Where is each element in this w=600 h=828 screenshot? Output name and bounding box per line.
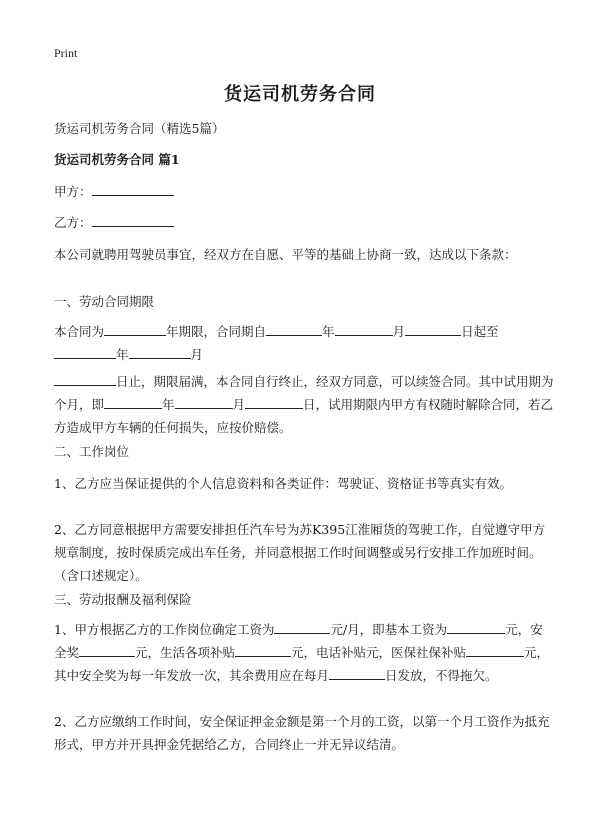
blank [405, 322, 461, 336]
pay-text: 元，电话补贴元，医保社保补贴 [291, 645, 467, 660]
blank [104, 322, 166, 336]
blank [245, 395, 303, 409]
term-text: 年期限，合同期自 [166, 324, 267, 339]
subtitle: 货运司机劳务合同（精选5篇） [54, 121, 225, 136]
blank [104, 395, 162, 409]
term2-text: 年 [162, 397, 175, 412]
term2-text: 日止，期限届满，本合同自行终止，经双方同意，可以续签合同。其中试用期为个月，即 [54, 374, 554, 412]
pay-text: 元，生活各项补贴 [135, 645, 236, 660]
blank [266, 322, 322, 336]
blank [54, 372, 116, 386]
term-paragraph-2 [54, 370, 554, 439]
position-item-1: 1、乙方应当保证提供的个人信息资料和各类证件：驾驶证、资格证书等真实有效。 [54, 476, 512, 491]
blank [79, 643, 135, 657]
term-paragraph [54, 320, 554, 366]
section-heading: 货运司机劳务合同 篇1 [54, 152, 180, 167]
blank [129, 345, 191, 359]
heading-term: 一、劳动合同期限 [54, 294, 155, 309]
term-text: 本合同为 [54, 324, 105, 339]
heading-pay: 三、劳动报酬及福利保险 [54, 592, 192, 607]
term2-text: 日，试用期限内甲方有权随时解除合同，若乙方造成甲方车辆的任何损失，应按价赔偿。 [54, 397, 554, 435]
pay-text: 1、甲方根据乙方的工作岗位确定工资为 [54, 622, 275, 637]
position-item-2: 2、乙方同意根据甲方需要安排担任汽车号为苏K395江淮厢货的驾驶工作，自觉遵守甲方规章制度，按时保质完成出车任务，并同意根据工作时间调整或另行安排工作加班时间。（含口述规定）。 [54, 522, 546, 583]
page-title: 货运司机劳务合同 [224, 84, 376, 105]
pay-item-1 [54, 618, 554, 687]
blank [447, 620, 505, 634]
blank [335, 322, 393, 336]
blank [235, 643, 291, 657]
term-text: 年 [322, 324, 335, 339]
blank [274, 620, 330, 634]
term-text: 月 [392, 324, 406, 339]
intro-paragraph: 本公司就聘用驾驶员事宜，经双方在自愿、平等的基础上协商一致，达成以下条款： [54, 247, 517, 262]
print-link[interactable]: Print [54, 46, 78, 60]
party-a-label: 甲方： [54, 184, 92, 199]
term-text: 年 [116, 347, 129, 362]
party-b-label: 乙方： [54, 215, 92, 230]
pay-text: 元，其中安全奖为每一年发放一次，其余费用应在每月 [54, 645, 550, 683]
heading-position: 二、工作岗位 [54, 444, 130, 459]
deposit-paragraph: 2、乙方应缴纳工作时间，安全保证押金金额是第一个月的工资，以第一个月工资作为抵充形式，甲方并开具押金凭据给乙方，合同终止一并无异议结清。 [54, 714, 550, 752]
term-text: 日起至 [461, 324, 499, 339]
party-b-line [54, 211, 554, 234]
blank [175, 395, 233, 409]
party-a-line [54, 180, 554, 203]
blank [466, 643, 524, 657]
party-b-blank [92, 213, 174, 227]
term-text: 月 [190, 347, 204, 362]
blank [329, 666, 385, 680]
term2-text: 月 [232, 397, 246, 412]
pay-text: 元/月，即基本工资为 [330, 622, 448, 637]
pay-text: 日发放，不得拖欠。 [385, 668, 498, 683]
pay-text: 元，安全奖 [54, 622, 543, 660]
party-a-blank [92, 182, 174, 196]
blank [54, 345, 116, 359]
